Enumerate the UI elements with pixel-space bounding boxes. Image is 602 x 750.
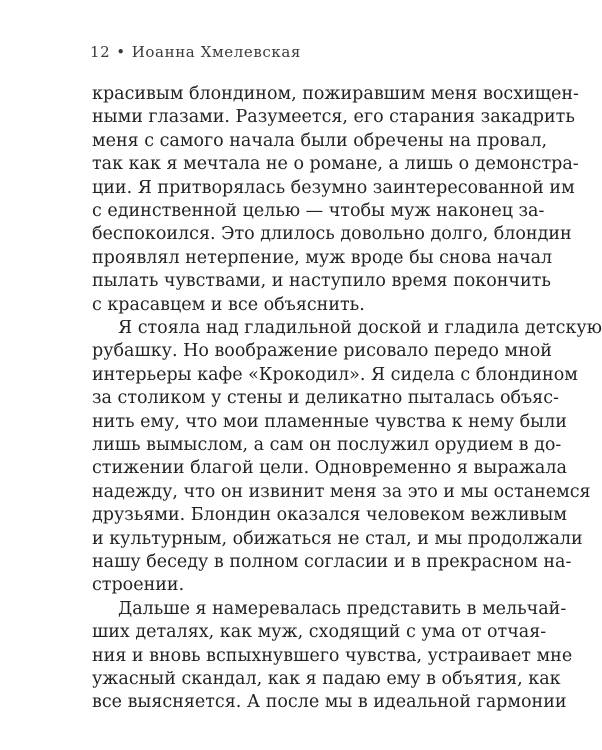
text-line: беспокоился. Это длилось довольно долго, блондин xyxy=(92,224,572,245)
text-line: ции. Я притворялась безумно заинтересованной им xyxy=(92,177,575,198)
running-header xyxy=(90,43,301,61)
text-line: друзьями. Блондин оказался человеком вежливым xyxy=(92,505,567,526)
text-line: ших деталях, как муж, сходящий с ума от отчая- xyxy=(92,622,547,643)
text-line: нашу беседу в полном согласии и в прекрасном на- xyxy=(92,552,572,572)
text-line: проявлял нетерпение, муж вроде бы снова начал xyxy=(92,247,553,268)
text-line: с единственной целью — чтобы муж наконец за- xyxy=(92,201,545,221)
text-line: за столиком у стены и деликатно пыталась объяс- xyxy=(92,388,559,409)
paragraph-first-line: Дальше я намеревалась представить в мельчай- xyxy=(118,598,567,619)
text-line: меня с самого начала были обречены на провал, xyxy=(92,130,548,151)
text-line: с красавцем и все объяснить. xyxy=(92,294,365,315)
text-line: стижении благой цели. Одновременно я выражала xyxy=(92,458,567,479)
text-line: рубашку. Но воображение рисовало передо мной xyxy=(92,341,552,362)
text-line: строении. xyxy=(92,575,185,596)
text-line: красивым блондином, пожиравшим меня восхищен- xyxy=(92,84,579,104)
text-line: и культурным, обижаться не стал, и мы продолжали xyxy=(92,528,583,549)
text-line: ными глазами. Разумеется, его старания закадрить xyxy=(92,107,575,128)
text-line: нить ему, что мои пламенные чувства к нему были xyxy=(92,411,567,432)
header-author: Иоанна Хмелевская xyxy=(131,43,301,61)
text-line: ужасный скандал, как я падаю ему в объятия, как xyxy=(92,669,561,689)
text-line: интерьеры кафе «Крокодил». Я сидела с блондином xyxy=(92,364,578,385)
header-separator: • xyxy=(116,43,126,61)
text-line: лишь вымыслом, а сам он послужил орудием в до- xyxy=(92,435,562,455)
text-line: пылать чувствами, и наступило время покончить xyxy=(92,271,551,292)
text-line: ния и вновь вспыхнувшего чувства, устраивает мне xyxy=(92,645,573,666)
text-line: так как я мечтала не о романе, а лишь о демонстра- xyxy=(92,154,579,175)
text-line: надежду, что он извинит меня за это и мы останемся xyxy=(92,481,591,502)
text-line: все выясняется. А после мы в идеальной гармонии xyxy=(92,692,567,713)
page-number: 12 xyxy=(90,43,111,61)
paragraph-first-line: Я стояла над гладильной доской и гладила детскую xyxy=(118,318,602,338)
